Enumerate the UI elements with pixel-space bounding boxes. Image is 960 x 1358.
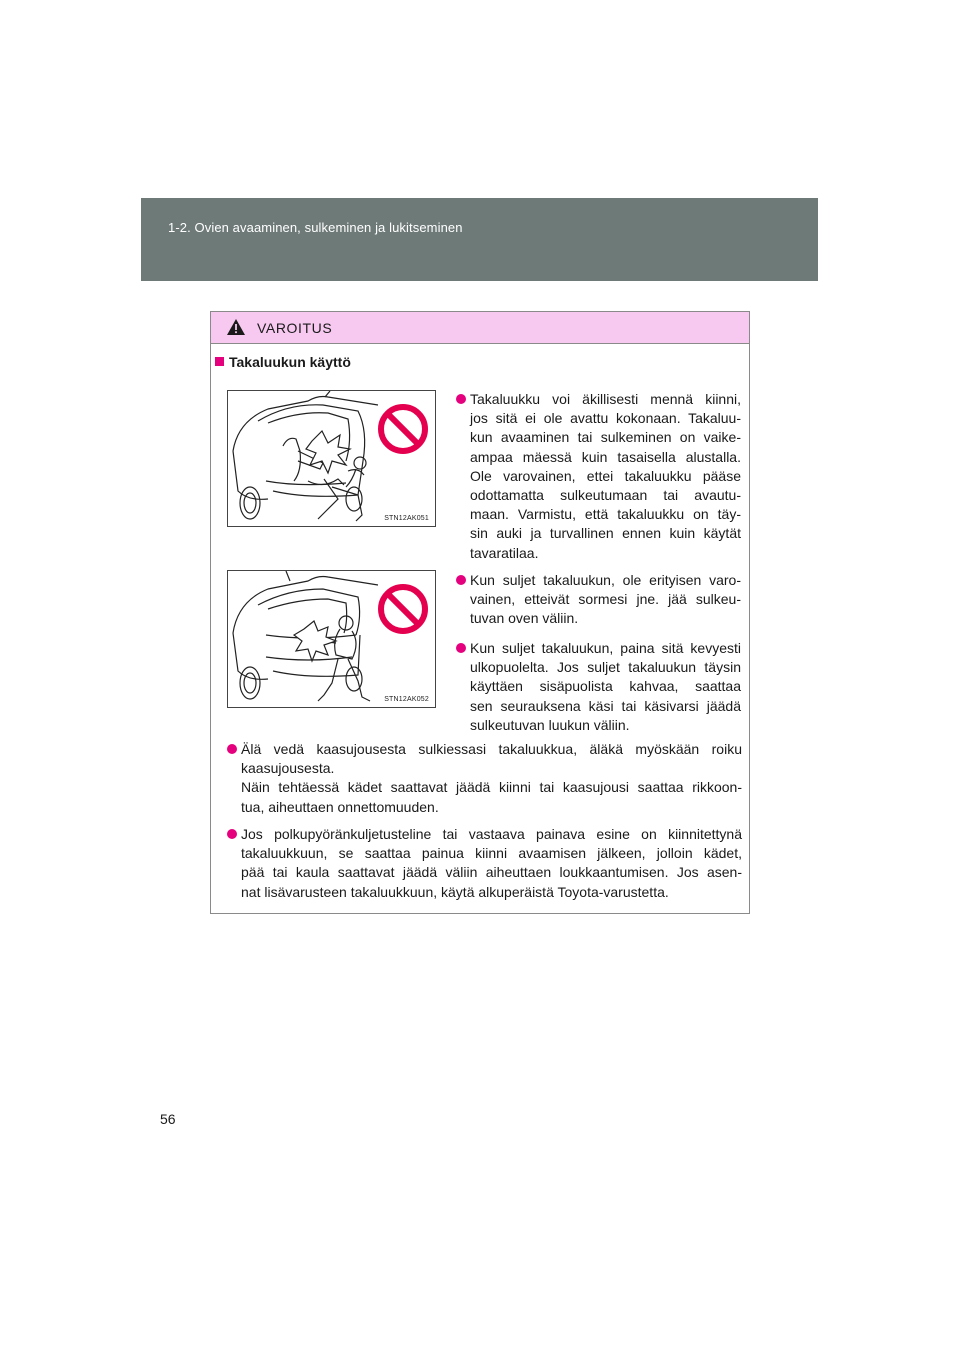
page-number: 56 [160,1111,176,1127]
text-line: Ole varovainen, ettei takaluukku pääse [470,467,741,484]
text-line: Näin tehtäessä kädet saattavat jäädä kiinni tai kaasujousi saattaa rikkoon- [241,779,742,796]
text-line: Takaluukku voi äkillisesti mennä kiinni, [470,391,741,407]
section-title-text: Takaluukun käyttö [229,354,351,370]
bullet-dot-icon [456,394,466,404]
car-tailgate-illustration [228,391,435,526]
bullet-full-2 [227,825,742,902]
text-line: tuvan oven väliin. [470,610,579,627]
text-line: Kun suljet takaluukun, paina sitä kevyesti [470,640,741,656]
warning-header [211,312,749,344]
text-line: odottamatta sulkeutumaan tai avautu- [470,487,741,504]
bullet-dot-icon [456,575,466,585]
text-line: sen seurauksena käsi tai käsivarsi jäädä [470,697,741,714]
bullet-side-1 [456,390,741,563]
square-bullet-icon [215,357,224,366]
text-line: tua, aiheuttaen onnettomuuden. [241,798,439,815]
text-line: tavaratilaa. [470,544,539,561]
text-line: jos sitä ei ole avattu kokonaan. Takaluu- [470,410,741,427]
text-line: nat lisävarusteen takaluukkuun, käytä alkuperäistä Toyota-varustetta. [241,883,669,900]
bullet-dot-icon [227,744,237,754]
warning-triangle-icon [226,318,246,336]
warning-label: VAROITUS [257,320,333,336]
illustration-tailgate-2 [227,570,436,708]
car-tailgate-illustration [228,571,435,707]
text-line: pää tai kaula saattavat jäädä väliin aiheuttaen loukkaantumisen. Jos asen- [241,864,742,881]
illustration-code: STN12AK052 [384,696,429,703]
text-line: ulkopuolelta. Jos suljet takaluukun täysin [470,659,741,676]
bullet-dot-icon [227,829,237,839]
warning-box [210,311,750,914]
text-line: kun avaaminen tai sulkeminen on vaike- [470,429,741,446]
text-line: sin auki ja turvallinen ennen kuin käytät [470,525,741,542]
text-line: Kun suljet takaluukun, ole erityisen varo- [470,572,741,588]
text-line: Älä vedä kaasujousesta sulkiessasi takaluukkua, äläkä myöskään roiku [241,741,742,757]
section-header-band [141,198,818,281]
bullet-dot-icon [456,643,466,653]
text-line: käyttäen sisäpuolista kahvaa, saattaa [470,678,741,695]
section-title [215,354,351,370]
text-line: maan. Varmistu, että takaluukku on täy- [470,506,741,523]
text-line: ampaa mäessä kuin tasaisella alustalla. [470,448,741,465]
bullet-side-3 [456,639,741,735]
text-line: kaasujousesta. [241,760,335,777]
bullet-side-2 [456,571,741,629]
illustration-tailgate-1 [227,390,436,527]
section-header-title: 1-2. Ovien avaaminen, sulkeminen ja lukitseminen [168,220,463,235]
bullet-full-1 [227,740,742,817]
text-line: Jos polkupyöränkuljetusteline tai vastaava painava esine on kiinnitettynä [241,826,742,842]
text-line: takaluukkuun, se saattaa painua kiinni avaamisen jälkeen, jolloin kädet, [241,845,742,862]
illustration-code: STN12AK051 [384,515,429,522]
text-line: vainen, etteivät sormesi jne. jää sulkeu- [470,591,741,608]
text-line: sulkeutuvan luukun väliin. [470,716,630,733]
